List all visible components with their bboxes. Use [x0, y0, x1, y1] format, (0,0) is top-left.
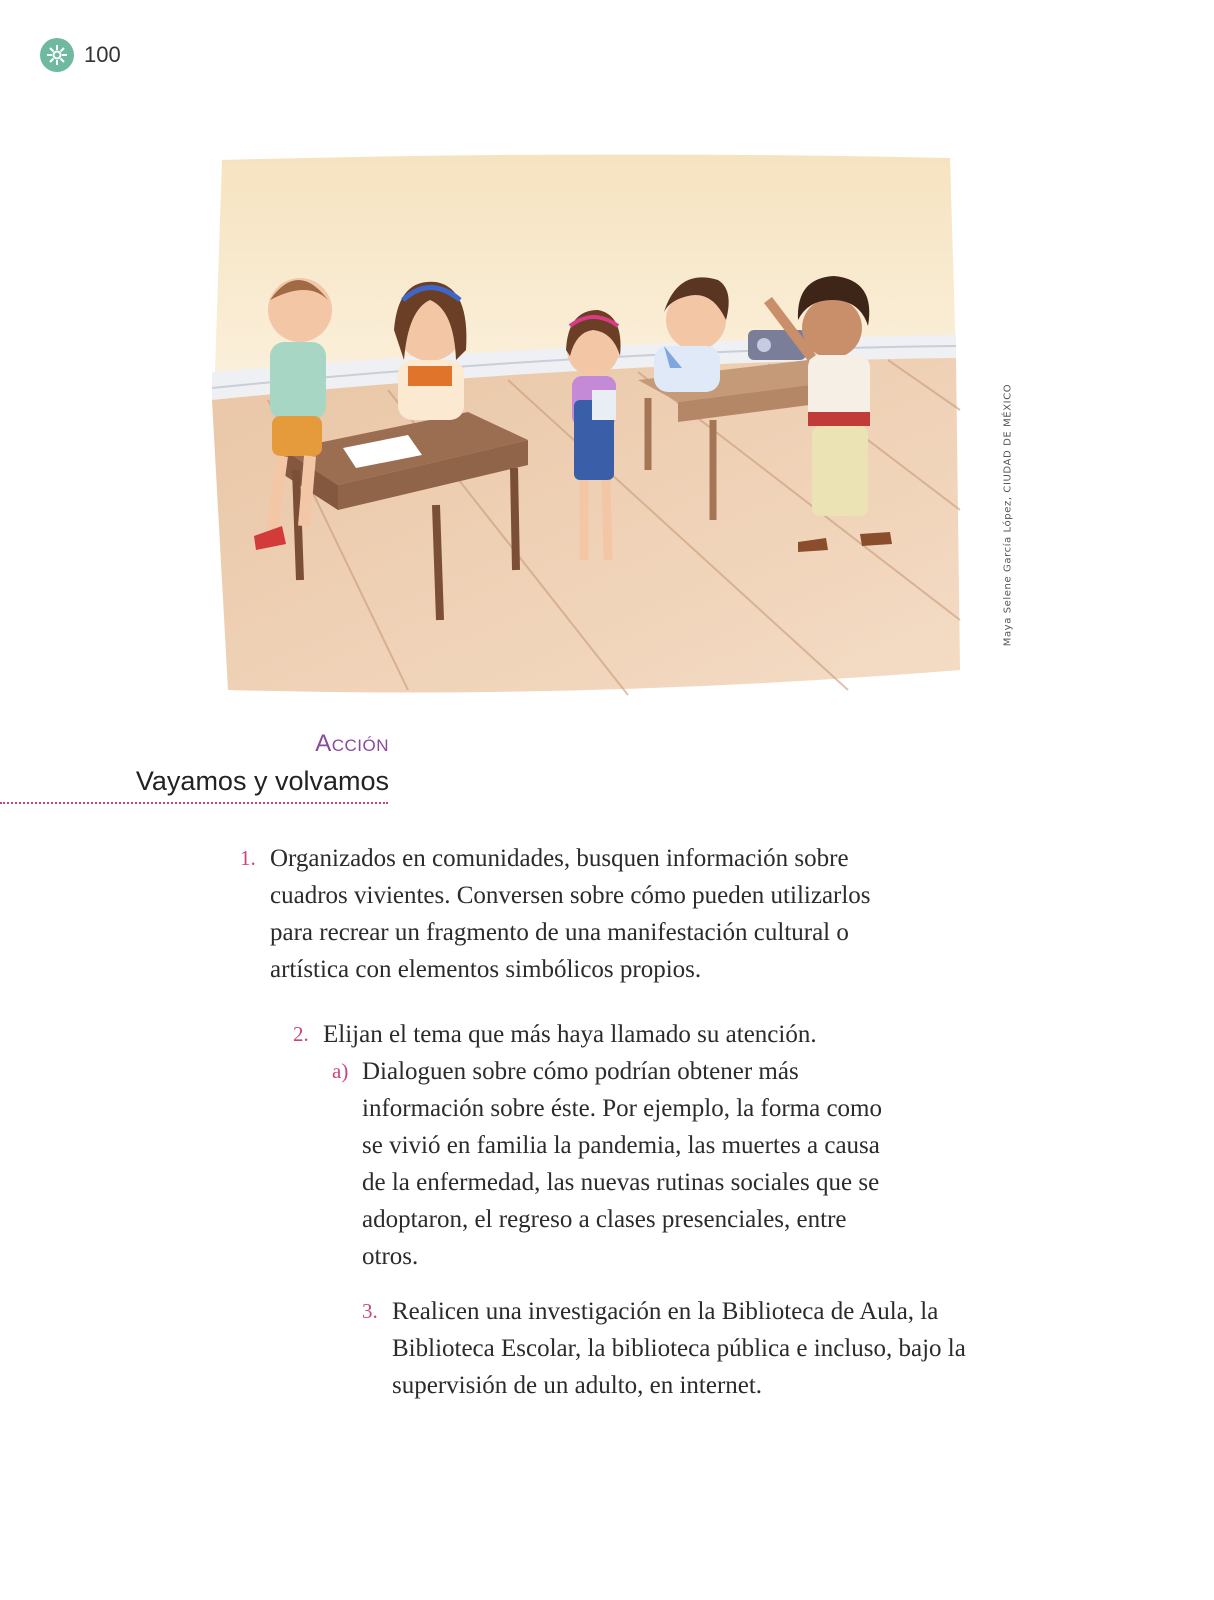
- item-text: Dialoguen sobre cómo podrían obtener más información sobre éste. Por ejemplo, la forma como se vivió en familia la pandemia, las muertes a causa de la enfermedad, las nuevas rutinas sociales que se adoptaron, el regreso a clases presenciales, entre otros.: [362, 1058, 882, 1270]
- flower-icon: [40, 38, 74, 72]
- list-item: [240, 840, 910, 988]
- section-title: Vayamos y volvamos: [135, 766, 389, 796]
- item-number: 2.: [293, 1022, 309, 1046]
- item-text: Realicen una investigación en la Biblioteca de Aula, la Biblioteca Escolar, la biblioteca pública e incluso, bajo la supervisión de un adulto, en internet.: [392, 1298, 966, 1399]
- illustration-credit: Maya Selene García López, CIUDAD DE MÉXICO: [1002, 383, 1014, 647]
- section-label: Acción: [315, 730, 389, 757]
- item-letter: a): [332, 1059, 349, 1083]
- list-item: [293, 1016, 923, 1053]
- section-divider: [0, 802, 388, 804]
- item-text: Organizados en comunidades, busquen información sobre cuadros vivientes. Conversen sobre cómo pueden utilizarlos para recrear un fragmento de una manifestación cultural o artística con elementos simbólicos propios.: [270, 845, 871, 983]
- classroom-illustration: [208, 150, 962, 698]
- list-item: [362, 1293, 972, 1404]
- page-number: [40, 38, 121, 72]
- item-number: 1.: [240, 846, 256, 870]
- item-number: 3.: [362, 1299, 378, 1323]
- item-text: Elijan el tema que más haya llamado su atención.: [323, 1021, 817, 1048]
- list-item: [332, 1053, 892, 1275]
- page-number-text: 100: [84, 42, 121, 67]
